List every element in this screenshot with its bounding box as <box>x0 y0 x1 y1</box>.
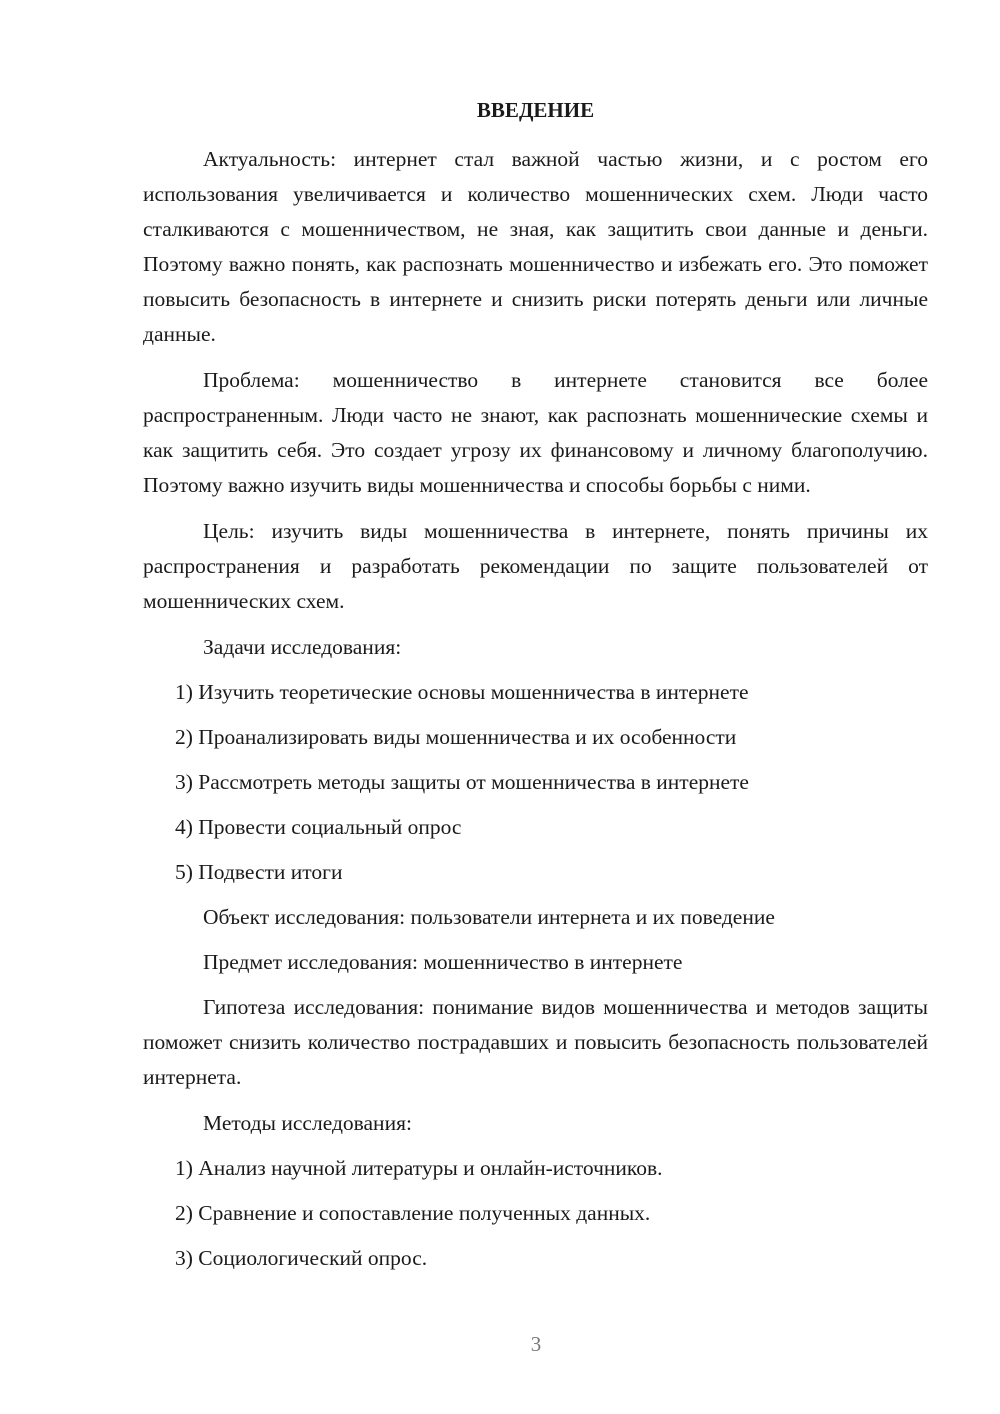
task-item: 3) Рассмотреть методы защиты от мошенничества в интернете <box>175 770 749 794</box>
methods-heading: Методы исследования: <box>203 1111 412 1135</box>
goal-paragraph: Цель: изучить виды мошенничества в интернете, понять причины их распространения и разработать рекомендации по защите пользователей от мошеннических схем. <box>143 519 928 613</box>
method-item: 1) Анализ научной литературы и онлайн-источников. <box>175 1156 663 1180</box>
method-item: 2) Сравнение и сопоставление полученных данных. <box>175 1201 651 1225</box>
subject-paragraph: Предмет исследования: мошенничество в интернете <box>203 950 683 974</box>
section-title: ВВЕДЕНИЕ <box>476 98 595 122</box>
hypothesis-paragraph: Гипотеза исследования: понимание видов мошенничества и методов защиты поможет снизить количество пострадавших и повысить безопасность пользователей интернета. <box>143 995 928 1089</box>
task-item: 1) Изучить теоретические основы мошенничества в интернете <box>175 680 749 704</box>
object-paragraph: Объект исследования: пользователи интернета и их поведение <box>203 905 775 929</box>
task-item: 2) Проанализировать виды мошенничества и их особенности <box>175 725 737 749</box>
problem-paragraph: Проблема: мошенничество в интернете становится все более распространенным. Люди часто не знают, как распознать мошеннические схемы и как защитить себя. Это создает угрозу их финансовому и личному благополучию. Поэтому важно изучить виды мошенничества и способы борьбы с ними. <box>143 368 928 497</box>
document-page <box>143 93 928 1286</box>
method-item: 3) Социологический опрос. <box>175 1246 428 1270</box>
task-item: 5) Подвести итоги <box>175 860 343 884</box>
relevance-paragraph: Актуальность: интернет стал важной частью жизни, и с ростом его использования увеличивается и количество мошеннических схем. Люди часто сталкиваются с мошенничеством, не зная, как защитить свои данные и деньги. Поэтому важно понять, как распознать мошенничество и избежать его. Это поможет повысить безопасность в интернете и снизить риски потерять деньги или личные данные. <box>143 147 928 346</box>
tasks-heading: Задачи исследования: <box>203 635 402 659</box>
page-number: 3 <box>530 1332 542 1356</box>
task-item: 4) Провести социальный опрос <box>175 815 462 839</box>
